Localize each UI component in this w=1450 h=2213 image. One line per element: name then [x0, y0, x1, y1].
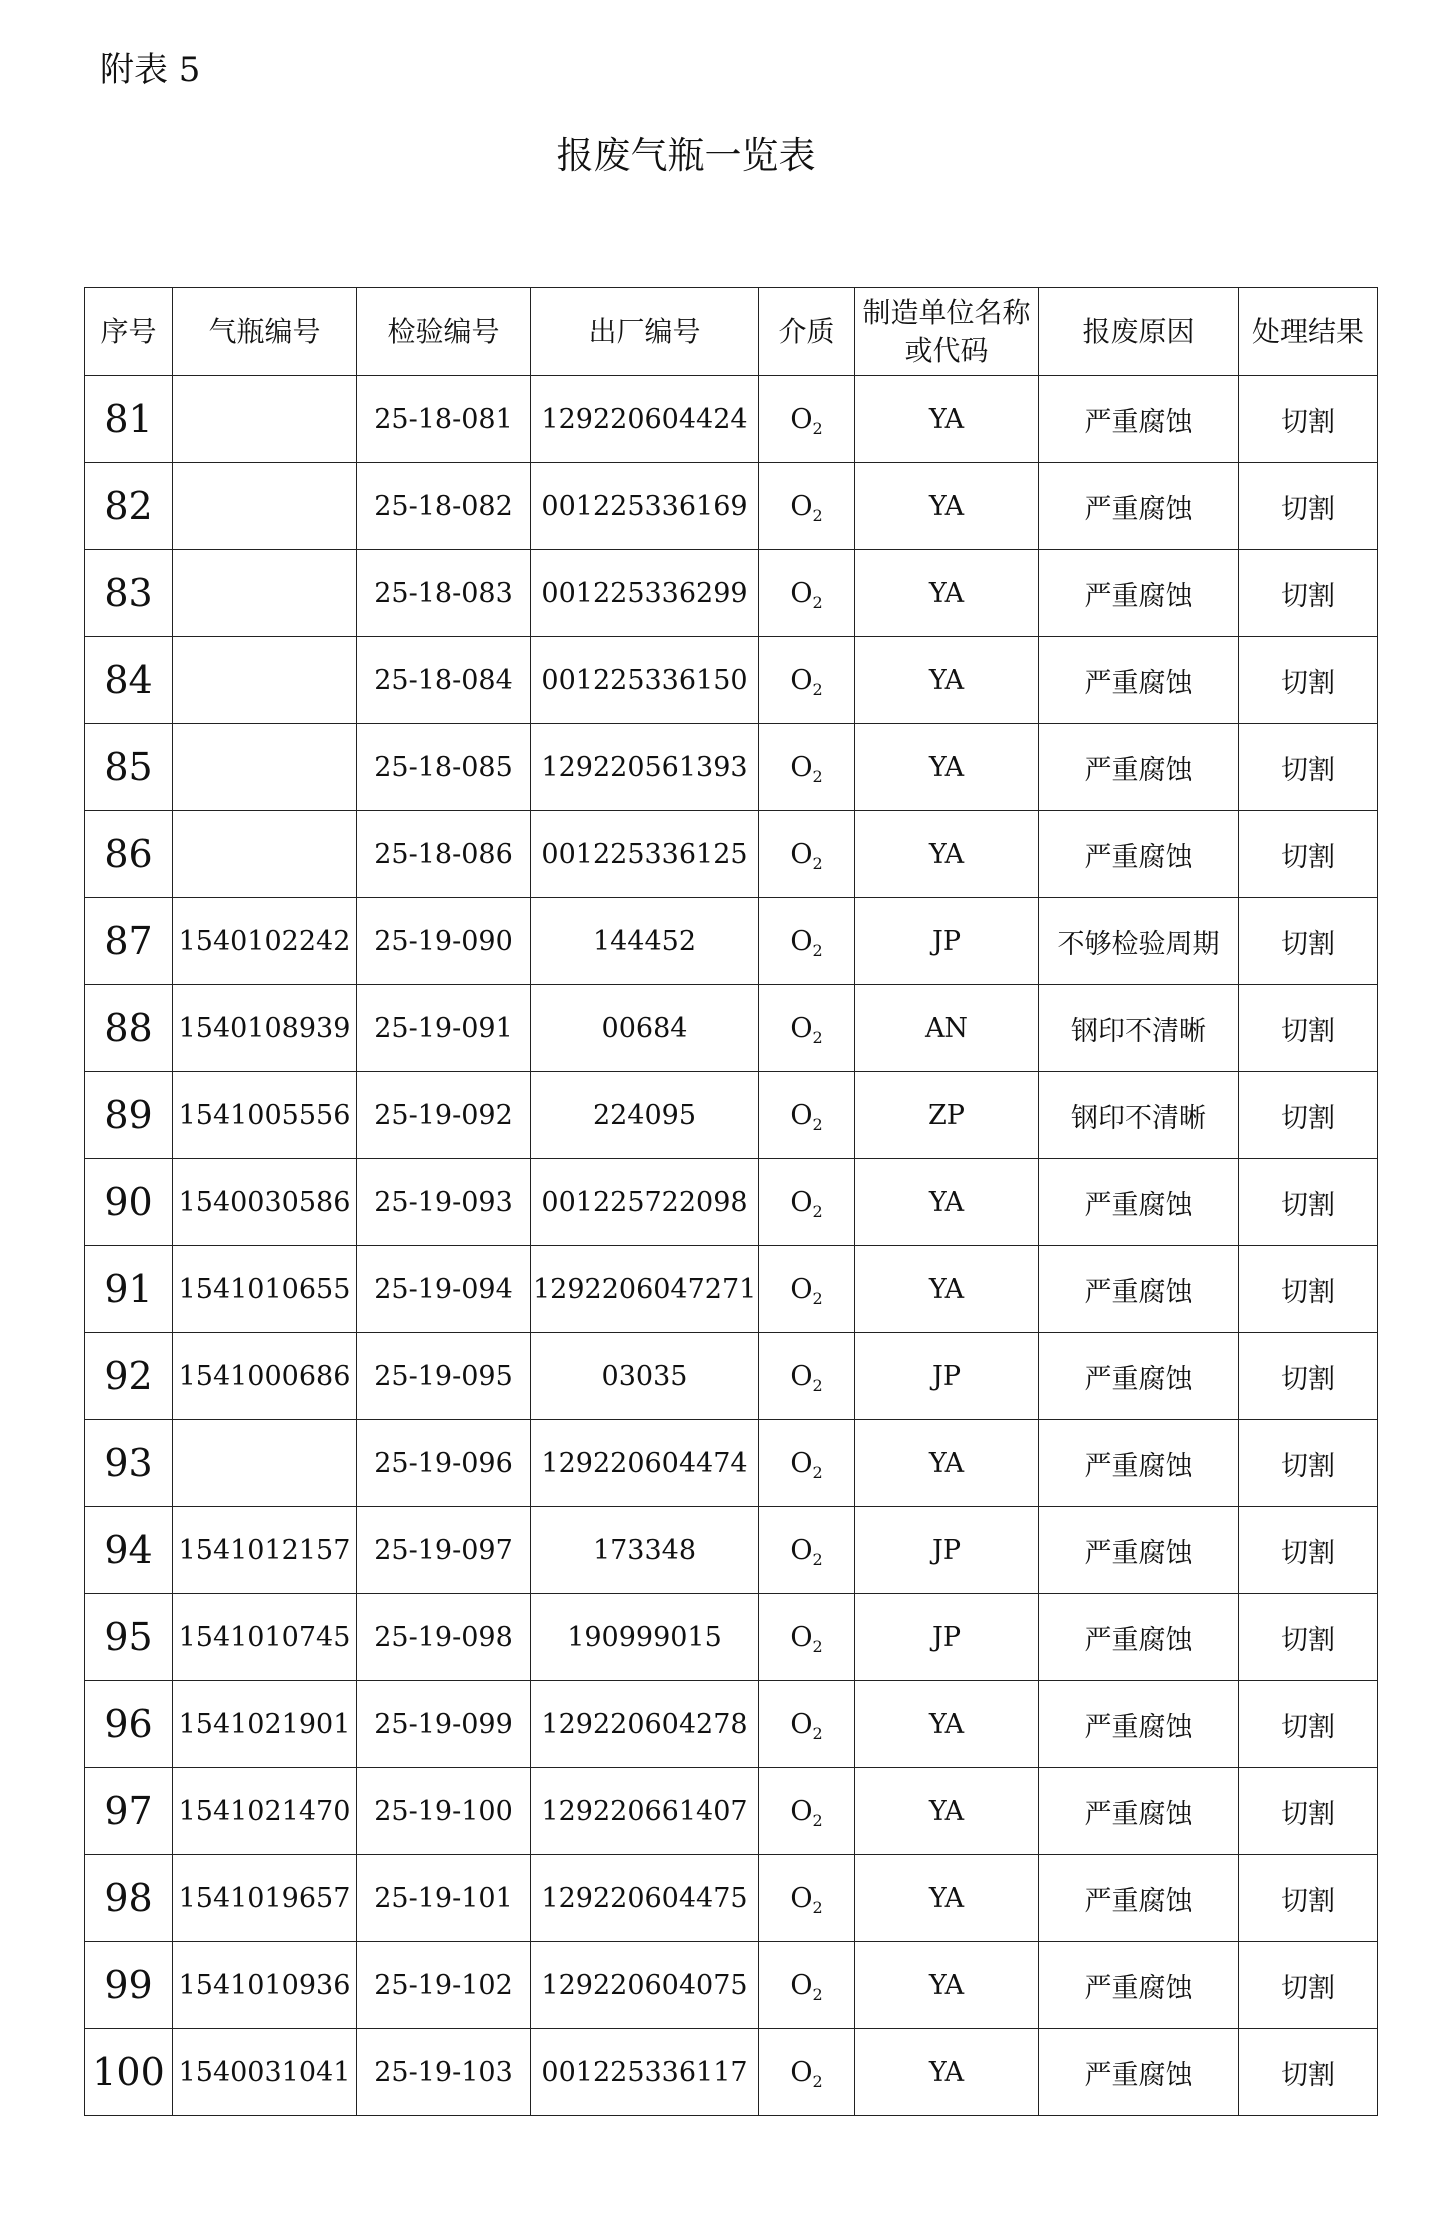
cell-cylinder-no: 1540031041	[173, 2029, 357, 2116]
cell-reason: 严重腐蚀	[1039, 2029, 1239, 2116]
cell-manufacturer: YA	[855, 637, 1039, 724]
cell-reason: 严重腐蚀	[1039, 1855, 1239, 1942]
cell-reason: 严重腐蚀	[1039, 1420, 1239, 1507]
cell-factory-no: 129220604475	[531, 1855, 759, 1942]
cell-cylinder-no	[173, 811, 357, 898]
cell-seq: 95	[85, 1594, 173, 1681]
table-row	[85, 1246, 1378, 1333]
medium-symbol: O	[790, 1360, 813, 1392]
cell-reason: 严重腐蚀	[1039, 811, 1239, 898]
cell-result: 切割	[1239, 550, 1378, 637]
cell-reason: 不够检验周期	[1039, 898, 1239, 985]
table-row	[85, 376, 1378, 463]
cell-result: 切割	[1239, 1507, 1378, 1594]
table-row	[85, 898, 1378, 985]
medium-subscript: 2	[812, 1984, 823, 2004]
table-row	[85, 637, 1378, 724]
cell-seq: 99	[85, 1942, 173, 2029]
cell-manufacturer: YA	[855, 1942, 1039, 2029]
cell-seq: 100	[85, 2029, 173, 2116]
cell-seq: 90	[85, 1159, 173, 1246]
cell-medium	[759, 1159, 855, 1246]
cell-manufacturer: ZP	[855, 1072, 1039, 1159]
cell-inspection-no: 25-19-099	[357, 1681, 531, 1768]
cell-cylinder-no: 1540108939	[173, 985, 357, 1072]
cell-reason: 严重腐蚀	[1039, 724, 1239, 811]
cell-manufacturer: YA	[855, 811, 1039, 898]
cell-inspection-no: 25-19-093	[357, 1159, 531, 1246]
cell-manufacturer: YA	[855, 1420, 1039, 1507]
medium-subscript: 2	[812, 1723, 823, 1743]
cell-cylinder-no	[173, 376, 357, 463]
cell-medium	[759, 1855, 855, 1942]
cell-inspection-no: 25-19-094	[357, 1246, 531, 1333]
cell-inspection-no: 25-19-100	[357, 1768, 531, 1855]
cell-factory-no: 00684	[531, 985, 759, 1072]
cell-factory-no: 129220604075	[531, 1942, 759, 2029]
table-row	[85, 1855, 1378, 1942]
cell-medium	[759, 1507, 855, 1594]
cell-factory-no: 001225336117	[531, 2029, 759, 2116]
cell-inspection-no: 25-18-086	[357, 811, 531, 898]
cell-factory-no: 03035	[531, 1333, 759, 1420]
medium-symbol: O	[790, 1099, 813, 1131]
cell-medium	[759, 463, 855, 550]
cell-medium	[759, 550, 855, 637]
cell-cylinder-no: 1541019657	[173, 1855, 357, 1942]
cell-inspection-no: 25-19-090	[357, 898, 531, 985]
cell-reason: 严重腐蚀	[1039, 550, 1239, 637]
table-row	[85, 1681, 1378, 1768]
cell-cylinder-no: 1541010745	[173, 1594, 357, 1681]
cell-manufacturer: JP	[855, 898, 1039, 985]
cell-result: 切割	[1239, 463, 1378, 550]
cell-result: 切割	[1239, 1159, 1378, 1246]
cell-medium	[759, 811, 855, 898]
cell-factory-no: 224095	[531, 1072, 759, 1159]
medium-symbol: O	[790, 1708, 813, 1740]
medium-subscript: 2	[812, 1549, 823, 1569]
table-row	[85, 1072, 1378, 1159]
cell-inspection-no: 25-19-096	[357, 1420, 531, 1507]
cell-manufacturer: YA	[855, 550, 1039, 637]
table-row	[85, 1420, 1378, 1507]
cell-cylinder-no	[173, 1420, 357, 1507]
cell-medium	[759, 985, 855, 1072]
cell-result: 切割	[1239, 1246, 1378, 1333]
medium-subscript: 2	[812, 592, 823, 612]
cell-result: 切割	[1239, 637, 1378, 724]
cell-medium	[759, 1768, 855, 1855]
table-row	[85, 550, 1378, 637]
medium-symbol: O	[790, 2056, 813, 2088]
medium-subscript: 2	[812, 853, 823, 873]
cell-manufacturer: JP	[855, 1507, 1039, 1594]
header-manufacturer: 制造单位名称或代码	[855, 288, 1039, 376]
medium-symbol: O	[790, 1969, 813, 2001]
cell-reason: 钢印不清晰	[1039, 1072, 1239, 1159]
medium-symbol: O	[790, 751, 813, 783]
table-row	[85, 1159, 1378, 1246]
medium-symbol: O	[790, 403, 813, 435]
table-row	[85, 1942, 1378, 2029]
medium-symbol: O	[790, 1186, 813, 1218]
cell-seq: 84	[85, 637, 173, 724]
cell-medium	[759, 724, 855, 811]
cell-reason: 严重腐蚀	[1039, 1594, 1239, 1681]
cell-result: 切割	[1239, 1072, 1378, 1159]
medium-symbol: O	[790, 1882, 813, 1914]
cell-seq: 83	[85, 550, 173, 637]
cell-inspection-no: 25-19-092	[357, 1072, 531, 1159]
scrap-cylinder-table	[84, 287, 1378, 2116]
header-inspection-no: 检验编号	[357, 288, 531, 376]
cell-factory-no: 144452	[531, 898, 759, 985]
medium-symbol: O	[790, 664, 813, 696]
cell-medium	[759, 1420, 855, 1507]
cell-seq: 82	[85, 463, 173, 550]
cell-cylinder-no: 1540030586	[173, 1159, 357, 1246]
table-row	[85, 1333, 1378, 1420]
cell-factory-no: 001225336299	[531, 550, 759, 637]
cell-medium	[759, 898, 855, 985]
cell-factory-no: 001225722098	[531, 1159, 759, 1246]
cell-factory-no: 129220604424	[531, 376, 759, 463]
header-reason: 报废原因	[1039, 288, 1239, 376]
table-row	[85, 724, 1378, 811]
cell-reason: 严重腐蚀	[1039, 637, 1239, 724]
cell-cylinder-no: 1541010655	[173, 1246, 357, 1333]
medium-subscript: 2	[812, 505, 823, 525]
cell-factory-no: 190999015	[531, 1594, 759, 1681]
medium-subscript: 2	[812, 1636, 823, 1656]
cell-manufacturer: YA	[855, 1681, 1039, 1768]
cell-inspection-no: 25-18-085	[357, 724, 531, 811]
cell-result: 切割	[1239, 376, 1378, 463]
medium-symbol: O	[790, 1621, 813, 1653]
cell-seq: 87	[85, 898, 173, 985]
cell-medium	[759, 1942, 855, 2029]
cell-manufacturer: JP	[855, 1333, 1039, 1420]
cell-factory-no: 129220561393	[531, 724, 759, 811]
cell-inspection-no: 25-19-102	[357, 1942, 531, 2029]
cell-result: 切割	[1239, 1420, 1378, 1507]
cell-seq: 85	[85, 724, 173, 811]
cell-cylinder-no	[173, 724, 357, 811]
cell-inspection-no: 25-18-081	[357, 376, 531, 463]
table-row	[85, 2029, 1378, 2116]
medium-symbol: O	[790, 1447, 813, 1479]
cell-factory-no: 001225336150	[531, 637, 759, 724]
medium-subscript: 2	[812, 1375, 823, 1395]
cell-manufacturer: YA	[855, 724, 1039, 811]
cell-inspection-no: 25-19-097	[357, 1507, 531, 1594]
cell-seq: 97	[85, 1768, 173, 1855]
cell-inspection-no: 25-18-083	[357, 550, 531, 637]
cell-medium	[759, 637, 855, 724]
cell-cylinder-no: 1541021470	[173, 1768, 357, 1855]
medium-symbol: O	[790, 1534, 813, 1566]
header-medium: 介质	[759, 288, 855, 376]
header-result: 处理结果	[1239, 288, 1378, 376]
cell-reason: 严重腐蚀	[1039, 1942, 1239, 2029]
cell-result: 切割	[1239, 1855, 1378, 1942]
cell-manufacturer: YA	[855, 1159, 1039, 1246]
table-row	[85, 985, 1378, 1072]
cell-cylinder-no: 1541000686	[173, 1333, 357, 1420]
cell-seq: 81	[85, 376, 173, 463]
cell-result: 切割	[1239, 724, 1378, 811]
cell-inspection-no: 25-19-091	[357, 985, 531, 1072]
medium-symbol: O	[790, 577, 813, 609]
cell-inspection-no: 25-19-098	[357, 1594, 531, 1681]
cell-manufacturer: AN	[855, 985, 1039, 1072]
cell-reason: 钢印不清晰	[1039, 985, 1239, 1072]
cell-inspection-no: 25-19-103	[357, 2029, 531, 2116]
cell-factory-no: 001225336125	[531, 811, 759, 898]
cell-reason: 严重腐蚀	[1039, 1507, 1239, 1594]
cell-manufacturer: YA	[855, 1855, 1039, 1942]
medium-subscript: 2	[812, 679, 823, 699]
cell-medium	[759, 1246, 855, 1333]
cell-seq: 94	[85, 1507, 173, 1594]
medium-subscript: 2	[812, 418, 823, 438]
medium-symbol: O	[790, 1012, 813, 1044]
cell-factory-no: 001225336169	[531, 463, 759, 550]
page-title: 报废气瓶一览表	[556, 134, 816, 177]
cell-seq: 89	[85, 1072, 173, 1159]
medium-subscript: 2	[812, 940, 823, 960]
cell-seq: 93	[85, 1420, 173, 1507]
cell-cylinder-no: 1540102242	[173, 898, 357, 985]
cell-manufacturer: YA	[855, 463, 1039, 550]
cell-manufacturer: YA	[855, 2029, 1039, 2116]
cell-factory-no: 129220604474	[531, 1420, 759, 1507]
cell-cylinder-no: 1541005556	[173, 1072, 357, 1159]
cell-manufacturer: JP	[855, 1594, 1039, 1681]
cell-seq: 91	[85, 1246, 173, 1333]
cell-cylinder-no: 1541012157	[173, 1507, 357, 1594]
cell-factory-no: 129220661407	[531, 1768, 759, 1855]
cell-medium	[759, 1333, 855, 1420]
cell-reason: 严重腐蚀	[1039, 376, 1239, 463]
table-row	[85, 1594, 1378, 1681]
cell-medium	[759, 376, 855, 463]
medium-symbol: O	[790, 1273, 813, 1305]
cell-reason: 严重腐蚀	[1039, 1246, 1239, 1333]
table-row	[85, 1507, 1378, 1594]
cell-seq: 96	[85, 1681, 173, 1768]
cell-cylinder-no	[173, 550, 357, 637]
cell-factory-no: 173348	[531, 1507, 759, 1594]
medium-subscript: 2	[812, 1027, 823, 1047]
cell-reason: 严重腐蚀	[1039, 1159, 1239, 1246]
table-row	[85, 463, 1378, 550]
medium-symbol: O	[790, 838, 813, 870]
appendix-label: 附表 5	[100, 50, 201, 90]
medium-subscript: 2	[812, 1288, 823, 1308]
medium-subscript: 2	[812, 1201, 823, 1221]
header-cylinder-no: 气瓶编号	[173, 288, 357, 376]
cell-inspection-no: 25-19-095	[357, 1333, 531, 1420]
cell-cylinder-no: 1541010936	[173, 1942, 357, 2029]
cell-inspection-no: 25-18-084	[357, 637, 531, 724]
cell-reason: 严重腐蚀	[1039, 463, 1239, 550]
medium-subscript: 2	[812, 1462, 823, 1482]
cell-seq: 98	[85, 1855, 173, 1942]
medium-symbol: O	[790, 490, 813, 522]
cell-result: 切割	[1239, 1942, 1378, 2029]
cell-seq: 86	[85, 811, 173, 898]
cell-manufacturer: YA	[855, 376, 1039, 463]
cell-result: 切割	[1239, 1768, 1378, 1855]
cell-result: 切割	[1239, 898, 1378, 985]
cell-reason: 严重腐蚀	[1039, 1768, 1239, 1855]
cell-reason: 严重腐蚀	[1039, 1681, 1239, 1768]
cell-result: 切割	[1239, 1681, 1378, 1768]
cell-result: 切割	[1239, 1594, 1378, 1681]
medium-symbol: O	[790, 925, 813, 957]
cell-cylinder-no	[173, 637, 357, 724]
cell-manufacturer: YA	[855, 1768, 1039, 1855]
cell-seq: 88	[85, 985, 173, 1072]
cell-result: 切割	[1239, 985, 1378, 1072]
cell-seq: 92	[85, 1333, 173, 1420]
cell-medium	[759, 2029, 855, 2116]
cell-medium	[759, 1681, 855, 1768]
cell-inspection-no: 25-19-101	[357, 1855, 531, 1942]
table-row	[85, 811, 1378, 898]
cell-manufacturer: YA	[855, 1246, 1039, 1333]
medium-symbol: O	[790, 1795, 813, 1827]
table-body	[85, 376, 1378, 2116]
medium-subscript: 2	[812, 1114, 823, 1134]
header-factory-no: 出厂编号	[531, 288, 759, 376]
medium-subscript: 2	[812, 1810, 823, 1830]
cell-result: 切割	[1239, 2029, 1378, 2116]
cell-cylinder-no: 1541021901	[173, 1681, 357, 1768]
cell-result: 切割	[1239, 811, 1378, 898]
medium-subscript: 2	[812, 766, 823, 786]
cell-factory-no: 129220604278	[531, 1681, 759, 1768]
medium-subscript: 2	[812, 2071, 823, 2091]
cell-medium	[759, 1072, 855, 1159]
cell-reason: 严重腐蚀	[1039, 1333, 1239, 1420]
cell-inspection-no: 25-18-082	[357, 463, 531, 550]
table-row	[85, 1768, 1378, 1855]
header-seq: 序号	[85, 288, 173, 376]
cell-result: 切割	[1239, 1333, 1378, 1420]
cell-factory-no: 1292206047271	[531, 1246, 759, 1333]
medium-subscript: 2	[812, 1897, 823, 1917]
cell-cylinder-no	[173, 463, 357, 550]
cell-medium	[759, 1594, 855, 1681]
table-header-row	[85, 288, 1378, 376]
